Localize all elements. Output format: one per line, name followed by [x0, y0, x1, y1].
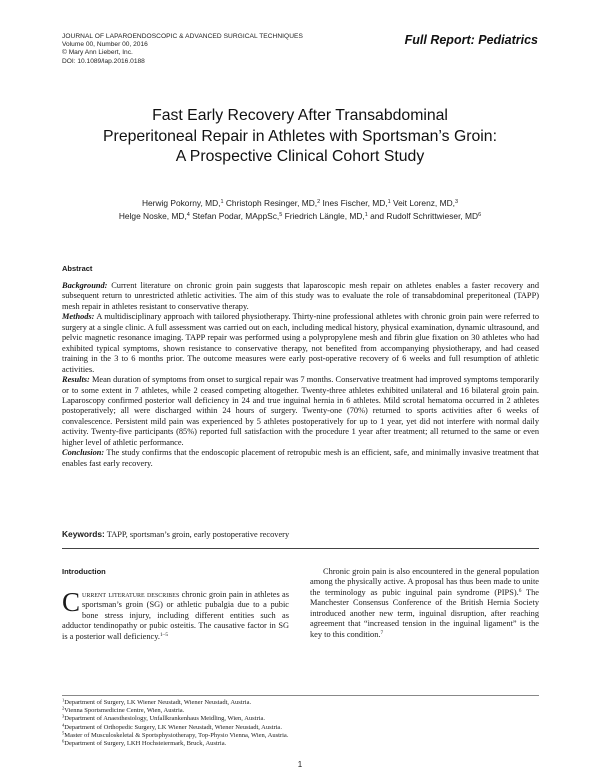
abstract-background: [62, 281, 539, 312]
abstract-heading: Abstract: [62, 264, 93, 273]
page-number: 1: [297, 760, 303, 769]
author-affiliation-marker: 6: [478, 212, 482, 218]
intro-left-text: chronic groin pain in athletes as sportsman’s groin (SG) or athletic pubalgia due to a pubic bone stress injury, including different entities such as adductor tendinopathy or pubic osteitis. The causative factor in SG is a posterior wall deficiency.: [62, 590, 290, 641]
author-name: Helge Noske, MD,: [118, 211, 187, 221]
results-label: Results:: [62, 375, 90, 385]
affiliation-text: Department of Surgery, LK Wiener Neustadt, Wiener Neustadt, Austria.: [64, 699, 252, 706]
footnote-divider: [62, 695, 539, 696]
affiliation-marker: 5: [62, 730, 65, 736]
author-name: Stefan Podar, MAppSc,: [192, 211, 280, 221]
affiliation-marker: 1: [62, 697, 65, 703]
affiliation-marker: 6: [62, 738, 65, 744]
keywords: [62, 529, 539, 540]
journal-name: JOURNAL OF LAPAROENDOSCOPIC & ADVANCED SURGICAL TECHNIQUES: [62, 33, 303, 40]
author-name: and Rudolf Schrittwieser, MD: [370, 211, 479, 221]
affiliation-marker: 2: [62, 705, 65, 711]
author-affiliation-marker: 1: [364, 212, 368, 218]
affiliation-text: Department of Surgery, LKH Hochsteiermark, Bruck, Austria.: [64, 740, 227, 748]
author-affiliation-marker: 4: [186, 212, 190, 218]
author-affiliation-marker: 1: [220, 199, 224, 205]
report-type: Full Report: Pediatrics: [404, 33, 538, 47]
introduction-heading: Introduction: [62, 567, 106, 576]
journal-volume: Volume 00, Number 00, 2016: [62, 41, 148, 49]
author-list: [60, 197, 540, 223]
introduction-right-column: [310, 567, 539, 640]
affiliation-item: [62, 732, 539, 740]
journal-doi[interactable]: DOI: 10.1089/lap.2016.0188: [62, 57, 145, 65]
author-name: Christoph Resinger, MD,: [225, 198, 318, 208]
author-name: Friedrich Längle, MD,: [284, 211, 365, 221]
author-affiliation-marker: 5: [279, 212, 283, 218]
abstract-methods: [62, 312, 539, 375]
affiliation-marker: 3: [62, 713, 65, 719]
title-line-1: Fast Early Recovery After Transabdominal: [152, 107, 448, 124]
affiliation-footnotes: [62, 699, 539, 748]
conclusion-label: Conclusion:: [62, 448, 105, 458]
affiliation-text: Vienna Sportsmedicine Centre, Wien, Austria.: [64, 707, 185, 715]
affiliation-item: [62, 740, 539, 748]
affiliation-item: [62, 699, 539, 707]
author-name: Veit Lorenz, MD,: [393, 198, 455, 208]
results-text: Mean duration of symptoms from onset to surgical repair was 7 months. Conservative treatment had improved symptoms temporarily or to some extent in 7 athletes, while 2 ceased competing altogether. Twenty-three athletes exhibited unilateral and 16 bilateral groin pain. Laparoscopy confirmed posterior wall deficiency in 24 and true inguinal hernia in 6 athletes. Mild scrotal hematoma occurred in 2 athletes postoperatively; all were discharged within 24 hours of surgery. Twenty-one (70%) returned to sports activities after 6 weeks of convalescence. Persistent mild pain was experienced by 5 athletes postoperatively for up to 1 year, yet did not interfere with normal daily activity. Twenty-five participants (85%) reported full satisfaction with the procedure 1 year after treatment; all returned to the same or even higher level of athletic performance.: [62, 375, 539, 447]
affiliation-item: [62, 724, 539, 732]
abstract-body: [62, 281, 539, 469]
author-affiliation-marker: 2: [317, 199, 321, 205]
title-line-2: Preperitoneal Repair in Athletes with Sportsman’s Groin:: [103, 127, 497, 145]
intro-right-text-2: The Manchester Consensus Conference of the British Hernia Society introduced another new term, inguinal disruption, after reaching agreement that “increased tension in the inguinal ligament” is the key to this condition.: [310, 587, 539, 639]
introduction-left-column: [62, 587, 290, 642]
abstract-conclusion: [62, 448, 539, 469]
journal-copyright: © Mary Ann Liebert, Inc.: [62, 49, 133, 57]
affiliation-item: [62, 715, 539, 723]
affiliation-text: Master of Musculoskeletal & Sportsphysiotherapy, Top-Physio Vienna, Wien, Austria.: [64, 731, 289, 739]
author-name: Ines Fischer, MD,: [322, 198, 388, 208]
abstract-results: [62, 375, 539, 448]
citation-ref[interactable]: 7: [380, 629, 384, 636]
citation-ref[interactable]: 1–5: [159, 631, 169, 638]
intro-right-text-1: Chronic groin pain is also encountered in the general population among the physically active. A proposal has thus been made to unite the terminology as pubic inguinal pain syndrome (PIPS).: [310, 567, 539, 597]
dropcap-letter: C: [62, 587, 81, 617]
affiliation-marker: 4: [62, 722, 65, 728]
author-affiliation-marker: 3: [454, 199, 459, 205]
article-title: [60, 106, 540, 168]
citation-ref[interactable]: 6: [518, 587, 522, 594]
author-affiliation-marker: 1: [387, 199, 391, 205]
author-name: Herwig Pokorny, MD,: [141, 198, 221, 208]
background-text: Current literature on chronic groin pain suggests that laparoscopic mesh repair on athletes enables a faster recovery and subsequent return to unrestricted athletic activities. The aim of this study was to evaluate the role of transabdominal preperitoneal (TAPP) mesh repair in athletes resistant to conservative therapy.: [62, 281, 539, 311]
conclusion-text: The study confirms that the endoscopic placement of retropubic mesh is an efficient, safe, and minimally invasive treatment that enables fast early recovery.: [62, 448, 539, 468]
background-label: Background:: [62, 281, 108, 290]
section-divider: [62, 548, 539, 549]
keywords-label: Keywords:: [62, 529, 105, 539]
methods-text: A multidisciplinary approach with tailored physiotherapy. Thirty-nine professional athletes with chronic groin pain were referred to surgery at a single clinic. A full assessment was carried out on each, including medical history, physical examination, dynamic ultrasound, and pelvic magnetic resonance imaging. TAPP repair was performed using a polypropylene mesh and fibrin glue fixation on 30 athletes who had exhibited typical symptoms, shown resistance to conservative therapy, not benefited from accompanying physiotherapy, and had ceased training in the 3 to 6 months prior. The outcome measures were early post-operative recovery of 6 weeks and full resumption of athletic activities.: [62, 312, 539, 374]
affiliation-text: Department of Anaesthesiology, Unfallkrankenhaus Meidling, Wien, Austria.: [64, 715, 265, 723]
intro-smallcaps: urrent literature describes: [82, 590, 180, 599]
affiliation-text: Department of Orthopedic Surgery, LK Wiener Neustadt, Wiener Neustadt, Austria.: [64, 723, 282, 731]
methods-label: Methods:: [62, 312, 95, 322]
journal-header: [62, 33, 382, 66]
title-line-3: A Prospective Clinical Cohort Study: [175, 148, 425, 165]
keywords-text: TAPP, sportsman’s groin, early postoperative recovery: [106, 530, 290, 539]
